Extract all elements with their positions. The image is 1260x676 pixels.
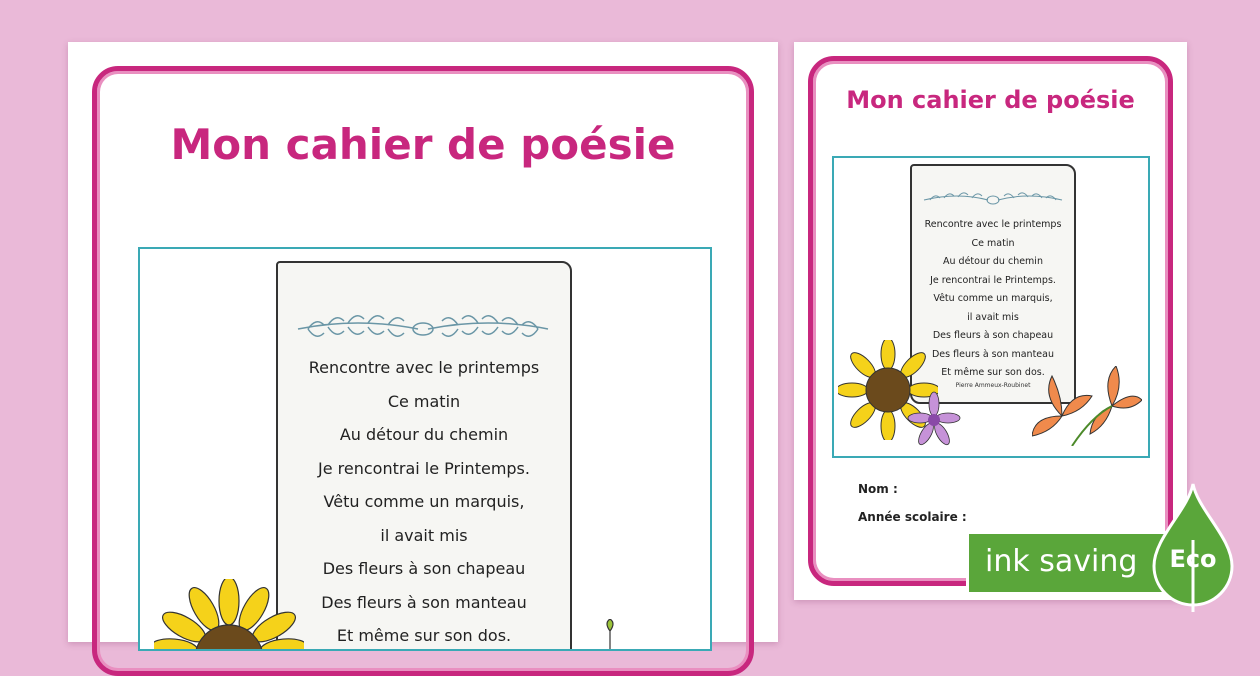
poem-line: Au détour du chemin [339,425,509,444]
poem-line: Je rencontrai le Printemps. [930,274,1056,286]
lily-icon [1032,366,1142,446]
poem-line: Des fleurs à son chapeau [932,330,1054,341]
lily-bud-icon [595,619,625,649]
laurel-ornament-icon [918,188,1068,212]
poem-line: Vêtu comme un marquis, [933,293,1053,304]
name-label: Nom : [858,482,898,496]
poem-line: Et même sur son dos. [941,367,1045,378]
small-page [794,42,1187,600]
poem-line: il avait mis [380,525,468,545]
poem-line: Au détour du chemin [943,256,1043,267]
poem-line: Des fleurs à son manteau [931,348,1054,360]
poem-line: il avait mis [967,311,1019,323]
sunflower-icon [154,579,304,651]
poem-line: Rencontre avec le printemps [924,219,1062,230]
poem-line: Rencontre avec le printemps [308,358,540,377]
school-year-label: Année scolaire : [858,510,967,524]
poem-line: Ce matin [387,391,461,411]
large-poem-scroll [276,261,572,651]
large-picture-box [138,247,712,651]
laurel-ornament-icon [288,307,558,347]
poem-line: Je rencontrai le Printemps. [318,458,530,478]
ink-saving-label: ink saving [985,544,1138,579]
poem-line: Ce matin [971,237,1015,249]
large-page-title: Mon cahier de poésie [170,120,676,169]
poem-author: Pierre Ammeux-Roubinet [955,382,1031,389]
poem-line: Des fleurs à son manteau [321,592,527,612]
poem-line: Et même sur son dos. [336,626,512,645]
eco-label: Eco [1169,545,1217,573]
large-poem-text [278,351,570,651]
large-page [68,42,778,645]
poem-line: Des fleurs à son chapeau [322,559,526,578]
poem-line: Vêtu comme un marquis, [323,492,525,511]
small-picture-box [832,156,1150,458]
small-page-title: Mon cahier de poésie [846,86,1135,114]
purple-flower-icon [904,390,964,450]
